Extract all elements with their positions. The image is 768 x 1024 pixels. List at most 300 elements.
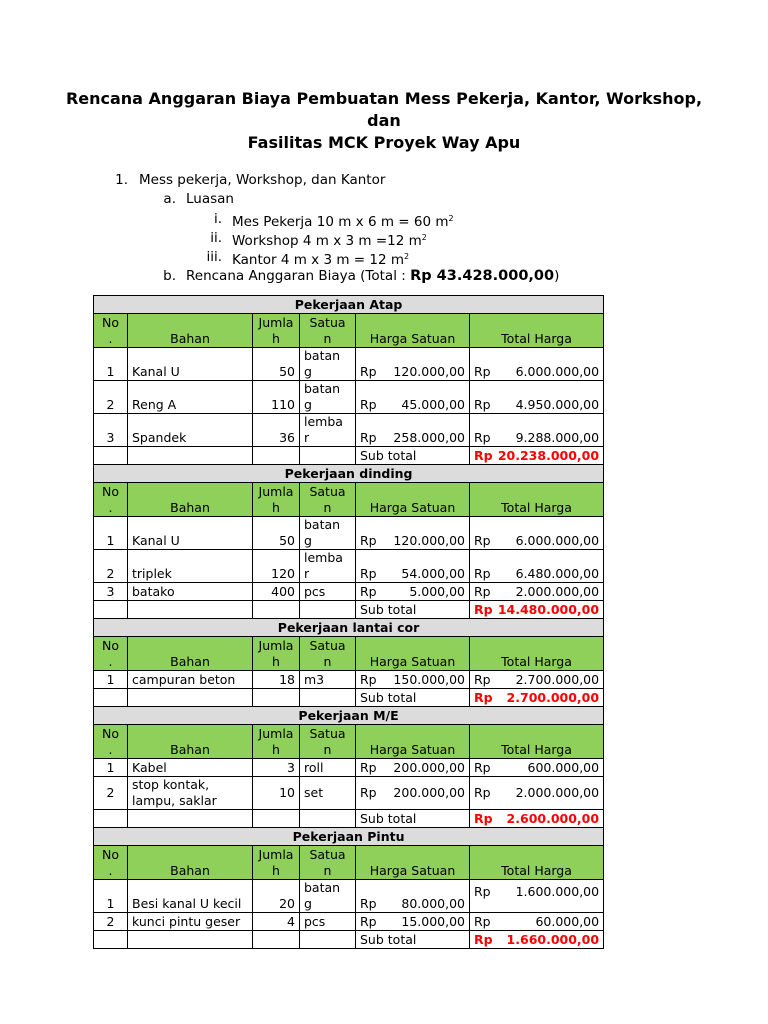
header-jumlah-2: h (272, 863, 280, 878)
item-satuan-part: m3 (304, 672, 325, 687)
header-jumlah-2: h (272, 331, 280, 346)
currency-label: Rp (474, 672, 491, 687)
header-no-1: No (102, 847, 119, 862)
item-satuan-part: batan (304, 348, 341, 363)
header-satuan-2: n (323, 654, 332, 669)
item-jumlah: 120 (271, 566, 295, 581)
item-harga-cell (356, 348, 470, 381)
item-harga-cell (356, 517, 470, 550)
currency-label: Rp (474, 811, 493, 826)
header-total-harga: Total Harga (501, 500, 572, 515)
subtotal-value (474, 811, 599, 827)
item-no: 2 (106, 785, 115, 800)
header-no-1: No (102, 484, 119, 499)
header-jumlah-1: Jumla (258, 638, 294, 653)
outline-marker-ii: ii. (210, 230, 222, 246)
item-bahan-cell (128, 671, 253, 689)
item-satuan-cell (300, 381, 356, 414)
subtotal-row (94, 601, 604, 619)
item-harga-cell (356, 414, 470, 447)
item-total (474, 566, 599, 582)
item-satuan-part: batan (304, 517, 341, 532)
header-row (94, 725, 604, 759)
item-jumlah: 400 (271, 584, 295, 599)
table-row (94, 381, 604, 414)
item-satuan-part: lemba (304, 550, 343, 565)
item-no-cell (94, 913, 128, 931)
header-bahan: Bahan (170, 742, 210, 757)
section-title: Pekerjaan Atap (294, 297, 403, 312)
title-line-2: Fasilitas MCK Proyek Way Apu (247, 133, 521, 152)
item-total (474, 430, 599, 446)
subtotal-value-cell (470, 447, 604, 465)
header-jumlah (253, 483, 300, 517)
item-total-cell (470, 777, 604, 810)
item-harga (360, 914, 465, 930)
item-harga (360, 364, 465, 380)
header-jumlah-1: Jumla (258, 484, 294, 499)
item-jumlah-cell (253, 759, 300, 777)
section-row (94, 707, 604, 725)
item-satuan-cell (300, 777, 356, 810)
currency-label: Rp (474, 584, 491, 599)
section-title: Pekerjaan M/E (298, 708, 399, 723)
item-satuan-cell (300, 583, 356, 601)
empty-cell (300, 601, 356, 619)
item-no: 1 (106, 533, 115, 548)
item-bahan-cell (128, 550, 253, 583)
item-no: 3 (106, 430, 115, 445)
header-satuan (300, 314, 356, 348)
item-jumlah: 18 (279, 672, 295, 687)
item-harga-amount: 15.000,00 (401, 914, 465, 929)
header-row (94, 483, 604, 517)
header-harga-satuan: Harga Satuan (369, 863, 456, 878)
item-bahan: Kanal U (132, 364, 180, 379)
item-satuan-cell (300, 759, 356, 777)
header-bahan-cell (128, 725, 253, 759)
item-bahan: batako (132, 584, 175, 599)
item-satuan-cell (300, 550, 356, 583)
table-row (94, 671, 604, 689)
item-no: 3 (106, 584, 115, 599)
item-harga (360, 566, 465, 582)
item-bahan: Kanal U (132, 533, 180, 548)
empty-cell (300, 810, 356, 828)
item-no-cell (94, 348, 128, 381)
table-row (94, 348, 604, 381)
item-no-cell (94, 583, 128, 601)
item-bahan-cell (128, 913, 253, 931)
item-no-cell (94, 880, 128, 913)
outline-item-i: Mes Pekerja 10 m x 6 m = 60 $m^2$ (232, 214, 454, 230)
header-no-2: . (108, 654, 113, 669)
header-jumlah-1: Jumla (258, 315, 294, 330)
section-title-cell (94, 828, 604, 846)
item-jumlah-cell (253, 671, 300, 689)
currency-label: Rp (474, 884, 491, 899)
table-row (94, 880, 604, 913)
empty-cell (300, 931, 356, 949)
empty-cell (128, 810, 253, 828)
budget-table-body (94, 296, 604, 949)
empty-cell (128, 931, 253, 949)
title-line-1: Rencana Anggaran Biaya Pembuatan Mess Pekerja, Kantor, Workshop, dan (65, 89, 703, 130)
item-satuan-part: batan (304, 880, 341, 895)
empty-cell (94, 810, 128, 828)
subtotal-value (474, 602, 599, 618)
empty-cell (94, 601, 128, 619)
header-bahan-cell (128, 637, 253, 671)
item-total-amount: 2.000.000,00 (515, 785, 600, 800)
outline-marker-i: i. (213, 211, 222, 227)
currency-label: Rp (360, 566, 377, 581)
subtotal-label-cell (356, 689, 470, 707)
subtotal-value-cell (470, 689, 604, 707)
header-satuan-2: n (323, 331, 332, 346)
item-harga-cell (356, 583, 470, 601)
header-jumlah-2: h (272, 500, 280, 515)
currency-label: Rp (474, 760, 491, 775)
item-harga-amount: 80.000,00 (401, 896, 465, 911)
item-total-amount: 6.000.000,00 (515, 533, 600, 548)
item-satuan-cell (300, 414, 356, 447)
section-row (94, 828, 604, 846)
subtotal-row (94, 447, 604, 465)
item-bahan: kunci pintu geser (132, 914, 241, 929)
currency-label: Rp (474, 448, 493, 463)
header-no-2: . (108, 863, 113, 878)
item-bahan: triplek (132, 566, 172, 581)
item-harga-amount: 45.000,00 (401, 397, 465, 412)
subtotal-value-cell (470, 931, 604, 949)
item-total-amount: 60.000,00 (535, 914, 600, 929)
subtotal-label: Sub total (360, 602, 417, 617)
item-total-amount: 9.288.000,00 (515, 430, 600, 445)
item-harga (360, 533, 465, 549)
item-total-cell (470, 583, 604, 601)
header-no (94, 725, 128, 759)
item-harga (360, 672, 465, 688)
empty-cell (128, 601, 253, 619)
header-jumlah-2: h (272, 654, 280, 669)
table-row (94, 759, 604, 777)
item-jumlah: 50 (279, 533, 295, 548)
item-harga-cell (356, 381, 470, 414)
item-total-amount: 6.000.000,00 (515, 364, 600, 379)
header-no-2: . (108, 331, 113, 346)
item-satuan-part: r (304, 430, 310, 445)
document-title (60, 88, 708, 154)
item-no-cell (94, 671, 128, 689)
item-jumlah: 4 (287, 914, 295, 929)
header-total-cell (470, 846, 604, 880)
section-row (94, 296, 604, 314)
header-harga-cell (356, 846, 470, 880)
item-jumlah-cell (253, 517, 300, 550)
item-harga (360, 584, 465, 600)
subtotal-label-cell (356, 601, 470, 619)
outline-item-1: Mess pekerja, Workshop, dan Kantor (139, 172, 386, 188)
item-harga-cell (356, 550, 470, 583)
item-no-cell (94, 759, 128, 777)
table-row (94, 583, 604, 601)
item-total-amount: 4.950.000,00 (515, 397, 600, 412)
header-row (94, 314, 604, 348)
item-jumlah: 20 (279, 896, 295, 911)
item-satuan-cell (300, 517, 356, 550)
item-total-amount: 6.480.000,00 (515, 566, 600, 581)
currency-label: Rp (474, 914, 491, 929)
item-total (474, 884, 599, 900)
header-no-1: No (102, 638, 119, 653)
subtotal-label: Sub total (360, 811, 417, 826)
item-bahan-line: lampu, saklar (132, 793, 217, 808)
header-satuan-2: n (323, 742, 332, 757)
item-satuan-part: lemba (304, 414, 343, 429)
item-jumlah-cell (253, 550, 300, 583)
subtotal-value-amount: 2.700.000,00 (506, 690, 600, 705)
empty-cell (300, 447, 356, 465)
empty-cell (253, 447, 300, 465)
header-satuan (300, 637, 356, 671)
subtotal-label-cell (356, 447, 470, 465)
item-total (474, 914, 599, 930)
item-no: 2 (106, 566, 115, 581)
header-total-harga: Total Harga (501, 331, 572, 346)
item-jumlah-cell (253, 913, 300, 931)
item-jumlah: 3 (287, 760, 295, 775)
item-harga (360, 785, 465, 801)
header-no (94, 637, 128, 671)
item-harga-cell (356, 913, 470, 931)
header-total-cell (470, 483, 604, 517)
subtotal-row (94, 810, 604, 828)
header-harga-cell (356, 637, 470, 671)
item-total-cell (470, 759, 604, 777)
item-bahan-cell (128, 759, 253, 777)
currency-label: Rp (360, 672, 377, 687)
item-no: 1 (106, 760, 115, 775)
item-total (474, 760, 599, 776)
table-row (94, 777, 604, 810)
empty-cell (253, 931, 300, 949)
currency-label: Rp (360, 914, 377, 929)
table-row (94, 913, 604, 931)
outline-item-iii: Kantor 4 m x 3 m = 12 $m^2$ (232, 252, 410, 268)
item-bahan-line: stop kontak, (132, 777, 210, 792)
header-harga-satuan: Harga Satuan (369, 654, 456, 669)
header-satuan (300, 725, 356, 759)
subtotal-label-cell (356, 931, 470, 949)
item-harga-amount: 150.000,00 (393, 672, 465, 687)
subtotal-value (474, 690, 599, 706)
outline-marker-iii: iii. (206, 249, 222, 265)
header-total-harga: Total Harga (501, 742, 572, 757)
currency-label: Rp (360, 896, 377, 911)
item-harga-amount: 54.000,00 (401, 566, 465, 581)
header-satuan-2: n (323, 863, 332, 878)
table-row (94, 414, 604, 447)
item-harga-amount: 200.000,00 (393, 785, 465, 800)
subtotal-value-amount: 14.480.000,00 (497, 602, 600, 617)
subtotal-value (474, 448, 599, 464)
header-no-2: . (108, 500, 113, 515)
item-total-cell (470, 880, 604, 913)
item-no-cell (94, 550, 128, 583)
header-row (94, 637, 604, 671)
currency-label: Rp (360, 785, 377, 800)
item-total-cell (470, 517, 604, 550)
currency-label: Rp (474, 690, 493, 705)
item-satuan-part: pcs (304, 914, 326, 929)
item-satuan-cell (300, 880, 356, 913)
item-total-cell (470, 671, 604, 689)
header-total-cell (470, 637, 604, 671)
item-satuan-cell (300, 348, 356, 381)
header-jumlah-2: h (272, 742, 280, 757)
item-bahan: Reng A (132, 397, 177, 412)
header-no-2: . (108, 742, 113, 757)
subtotal-value-amount: 20.238.000,00 (497, 448, 600, 463)
header-total-harga: Total Harga (501, 863, 572, 878)
item-jumlah-cell (253, 880, 300, 913)
item-no-cell (94, 381, 128, 414)
section-title-cell (94, 465, 604, 483)
header-satuan (300, 846, 356, 880)
subtotal-value-amount: 2.600.000,00 (506, 811, 600, 826)
header-satuan-1: Satua (309, 847, 346, 862)
item-harga (360, 760, 465, 776)
currency-label: Rp (360, 584, 377, 599)
empty-cell (94, 689, 128, 707)
header-bahan: Bahan (170, 331, 210, 346)
item-harga-amount: 120.000,00 (393, 533, 465, 548)
header-harga-cell (356, 483, 470, 517)
outline-marker-1: 1. (115, 172, 128, 188)
header-jumlah (253, 725, 300, 759)
item-total (474, 584, 599, 600)
header-bahan: Bahan (170, 500, 210, 515)
item-satuan-cell (300, 671, 356, 689)
header-jumlah-1: Jumla (258, 726, 294, 741)
item-total-amount: 1.600.000,00 (515, 884, 600, 899)
header-no-1: No (102, 315, 119, 330)
empty-cell (300, 689, 356, 707)
subtotal-label: Sub total (360, 690, 417, 705)
header-satuan-1: Satua (309, 315, 346, 330)
header-harga-satuan: Harga Satuan (369, 331, 456, 346)
item-total-cell (470, 550, 604, 583)
item-bahan: Spandek (132, 430, 187, 445)
item-total-amount: 2.700.000,00 (515, 672, 600, 687)
header-satuan-1: Satua (309, 726, 346, 741)
header-harga-cell (356, 314, 470, 348)
item-harga (360, 397, 465, 413)
item-bahan-cell (128, 880, 253, 913)
item-bahan: Kabel (132, 760, 167, 775)
outline-marker-b: b. (163, 268, 176, 284)
currency-label: Rp (474, 602, 493, 617)
header-bahan-cell (128, 483, 253, 517)
header-jumlah (253, 637, 300, 671)
item-no: 2 (106, 397, 115, 412)
currency-label: Rp (474, 785, 491, 800)
item-bahan: Besi kanal U kecil (132, 896, 242, 911)
item-harga (360, 430, 465, 446)
subtotal-value-amount: 1.660.000,00 (506, 932, 600, 947)
item-jumlah: 110 (271, 397, 295, 412)
item-bahan-cell (128, 583, 253, 601)
header-harga-cell (356, 725, 470, 759)
section-row (94, 619, 604, 637)
currency-label: Rp (360, 533, 377, 548)
currency-label: Rp (474, 397, 491, 412)
item-harga-amount: 258.000,00 (393, 430, 465, 445)
currency-label: Rp (474, 364, 491, 379)
section-title: Pekerjaan Pintu (292, 829, 405, 844)
item-bahan: campuran beton (132, 672, 236, 687)
currency-label: Rp (474, 932, 493, 947)
subtotal-label: Sub total (360, 448, 417, 463)
item-satuan-part: batan (304, 381, 341, 396)
item-jumlah-cell (253, 381, 300, 414)
currency-label: Rp (474, 533, 491, 548)
currency-label: Rp (360, 760, 377, 775)
item-total-cell (470, 381, 604, 414)
outline-item-a: Luasan (186, 191, 234, 207)
item-harga-cell (356, 777, 470, 810)
item-jumlah-cell (253, 414, 300, 447)
item-no: 1 (106, 896, 115, 911)
header-no (94, 314, 128, 348)
currency-label: Rp (360, 397, 377, 412)
item-bahan-cell (128, 414, 253, 447)
subtotal-label: Sub total (360, 932, 417, 947)
header-bahan-cell (128, 314, 253, 348)
item-harga-amount: 5.000,00 (409, 584, 465, 599)
item-satuan-part: g (304, 397, 312, 412)
item-bahan-cell (128, 517, 253, 550)
item-harga-cell (356, 759, 470, 777)
header-total-cell (470, 725, 604, 759)
header-jumlah-1: Jumla (258, 847, 294, 862)
empty-cell (253, 689, 300, 707)
item-no: 2 (106, 914, 115, 929)
currency-label: Rp (474, 430, 491, 445)
section-title-cell (94, 619, 604, 637)
item-total (474, 672, 599, 688)
header-bahan: Bahan (170, 654, 210, 669)
empty-cell (94, 931, 128, 949)
header-no (94, 846, 128, 880)
empty-cell (253, 810, 300, 828)
header-jumlah (253, 314, 300, 348)
item-no-cell (94, 414, 128, 447)
outline-item-b: Rencana Anggaran Biaya (Total : Rp 43.428.000,00) (186, 268, 560, 284)
header-jumlah (253, 846, 300, 880)
subtotal-value (474, 932, 599, 948)
item-no: 1 (106, 672, 115, 687)
item-total-amount: 2.000.000,00 (515, 584, 600, 599)
header-bahan: Bahan (170, 863, 210, 878)
header-satuan-2: n (323, 500, 332, 515)
header-total-cell (470, 314, 604, 348)
item-total-cell (470, 414, 604, 447)
item-jumlah-cell (253, 583, 300, 601)
header-satuan (300, 483, 356, 517)
item-harga (360, 896, 465, 912)
